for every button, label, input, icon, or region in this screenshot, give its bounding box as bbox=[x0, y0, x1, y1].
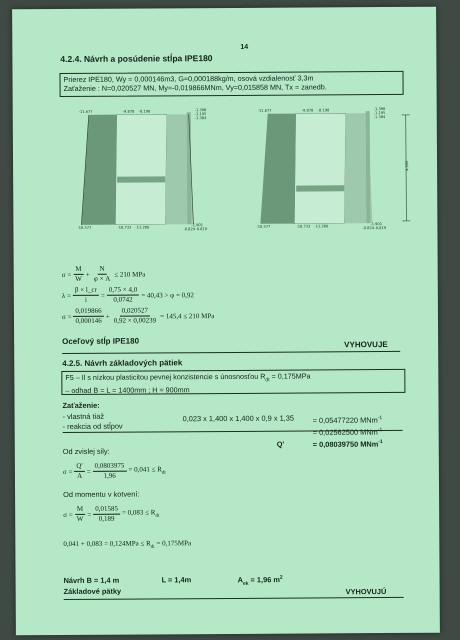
diag-right-label: -0.819 bbox=[374, 226, 387, 231]
load-column-reaction-label: - reakcia od stĺpov bbox=[62, 421, 123, 431]
footing-status: VYHOVUJÚ bbox=[345, 587, 387, 597]
load-self-weight-value: = 0,05477220 MNm$^{-1}$ bbox=[312, 415, 383, 425]
result-column-label: Oceľový stĺp IPE180 bbox=[62, 336, 140, 347]
divider bbox=[64, 597, 404, 600]
diag-left-label: -18.733 bbox=[117, 225, 132, 230]
load-self-weight-label: - vlastná tiaž bbox=[62, 411, 105, 421]
diag-right-dimension: 4.900 bbox=[405, 160, 410, 171]
vertical-force-heading: Od zvislej sily: bbox=[62, 446, 110, 456]
moment-diagram-right bbox=[256, 105, 422, 234]
soil-spec-line-2: – odhad B = L = 1400mm ; H = 900mm bbox=[65, 385, 190, 396]
design-area: $A_{ek} = 1,96$ $m^2$ bbox=[237, 574, 283, 587]
diag-right-label: -1.384 bbox=[373, 115, 386, 120]
result-column-status: VYHOVUJE bbox=[344, 340, 388, 350]
diag-right-label: -11.280 bbox=[314, 224, 329, 229]
diag-left-label: -11.280 bbox=[135, 225, 150, 230]
diag-right-label: -11.677 bbox=[257, 108, 272, 113]
soil-spec-box bbox=[61, 369, 405, 395]
diag-right-label: -9.878 bbox=[301, 108, 314, 113]
equation-stress-formula: σ = $\frac{M}{W}$ + $\frac{N}{\varphi \times A}$ ≤ 210 MPa bbox=[61, 264, 146, 283]
diag-right-label: -8.198 bbox=[317, 108, 330, 113]
page-number: 14 bbox=[240, 43, 249, 51]
load-sum-value: = 0,08039750 MNm$^{-1}$ bbox=[312, 439, 383, 449]
diag-right-label: -0.824 bbox=[362, 226, 375, 231]
soil-spec-line-1: F5 – Il s nízkou plasticitou pevnej konzistencie s únosnosťou $R_{dt} = 0,175MPa$ bbox=[65, 371, 311, 384]
diag-left-label: -8.198 bbox=[138, 109, 151, 114]
load-sum-label: Q' bbox=[276, 439, 285, 449]
loads-heading: Zaťaženie: bbox=[62, 400, 100, 411]
diag-left-label: -1.901 bbox=[191, 223, 204, 228]
footing-label: Základové pätky bbox=[63, 586, 122, 596]
divider bbox=[62, 351, 400, 354]
design-width: Návrh B = 1,4 m bbox=[63, 575, 120, 585]
diag-right-label: -1.901 bbox=[370, 222, 383, 227]
design-length: L = 1,4m bbox=[161, 575, 192, 585]
moment-diagram-left bbox=[77, 106, 228, 235]
moment-heading: Od momentu v kotvení: bbox=[63, 489, 140, 499]
equation-moment-stress: σ = $\frac{M}{W}$ = $\frac{0,01585}{0,189}$ = $0,083 \le R_{dt}$ bbox=[63, 504, 160, 523]
diag-right-label: -1.195 bbox=[373, 111, 386, 116]
diag-left-label: -10.577 bbox=[77, 225, 92, 230]
diag-left-label: -9.878 bbox=[122, 109, 135, 114]
column-spec-box bbox=[59, 71, 403, 97]
equation-vertical-stress: σ = $\frac{Q'}{A}$ = $\frac{0,0803975}{1,96}$ = $0,041 \le R_{dt}$ bbox=[62, 461, 166, 480]
equation-combined-stress: $0,041 + 0,083 = 0,124MPa \le R_{dt} = 0,175MPa$ bbox=[63, 539, 192, 550]
equation-stress-values: σ = $\frac{0,019866}{0,000146}$ + $\frac{0,020527}{0,92 \times 0,00239}$ = 145,4 ≤ 210 MPa bbox=[61, 306, 215, 325]
diag-left-label: -11.677 bbox=[78, 109, 93, 114]
diag-right-label: -1.398 bbox=[373, 107, 386, 112]
diag-right-label: -10.577 bbox=[256, 224, 271, 229]
diag-left-label: -0.824 bbox=[183, 227, 196, 232]
diag-left-label: -1.384 bbox=[194, 116, 207, 121]
column-spec-line-2: Zaťaženie : N=0,020527 MN, My=-0,019866MNm, Vy=0,015858 MN, Tx = zanedb. bbox=[63, 82, 327, 93]
document-page bbox=[12, 7, 440, 636]
section-title-column: 4.2.4. Návrh a posúdenie stĺpa IPE180 bbox=[60, 53, 213, 65]
diag-left-label: -1.398 bbox=[194, 108, 207, 113]
section-title-footing: 4.2.5. Návrh základových pätiek bbox=[62, 358, 183, 369]
diag-left-label: -0.819 bbox=[195, 227, 208, 232]
load-column-reaction-value: = 0,02562500 MNm$^{-1}$ bbox=[312, 427, 383, 437]
load-self-weight-calc: 0,023 x 1,400 x 1,400 x 0,9 x 1,35 bbox=[182, 413, 294, 424]
diag-left-label: -1.195 bbox=[194, 112, 207, 117]
column-spec-line-1: Prierez IPE180, Wy = 0,000146m3, G=0,000188kg/m, osová vzdialenosť 3,3m bbox=[63, 73, 314, 84]
equation-slenderness: λ = $\frac{\beta \times l\_cr}{i}$ = $\frac{0,75 \times 4,0}{0,0742}$ = 40,43 > φ = 0,92 bbox=[61, 285, 194, 304]
diag-right-label: -18.733 bbox=[296, 224, 311, 229]
